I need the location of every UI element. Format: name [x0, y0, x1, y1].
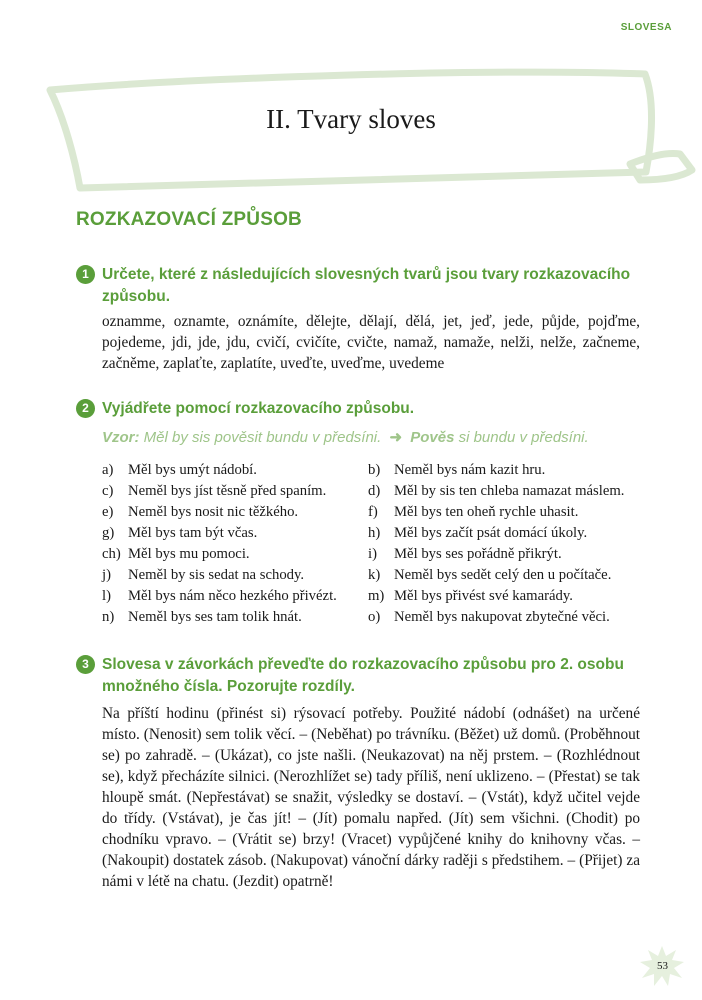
item-text: Neměl bys nosit nic těžkého. — [128, 504, 299, 520]
list-item — [368, 607, 638, 628]
item-text: Neměl bys jíst těsně před spaním. — [128, 483, 327, 499]
example-line — [102, 428, 640, 446]
task-instruction: Slovesa v závorkách převeďte do rozkazovacího způsobu pro 2. osobu množného čísla. Pozorujte rozdíly. — [102, 656, 624, 695]
item-text: Neměl by sis sedat na schody. — [128, 567, 305, 583]
item-text: Měl bys nám něco hezkého přivézt. — [128, 588, 337, 604]
item-text: Neměl bys nakupovat zbytečné věci. — [394, 609, 610, 625]
list-item — [102, 460, 368, 481]
item-text: Měl bys mu pomoci. — [128, 546, 250, 562]
example-text: Měl by sis pověsit bundu v předsíni. — [143, 429, 382, 446]
item-letter: j) — [102, 567, 111, 583]
list-item — [102, 565, 368, 586]
task-number-badge: 2 — [76, 399, 95, 418]
item-text: Měl bys ses pořádně přikrýt. — [394, 546, 562, 562]
item-text: Měl by sis ten chleba namazat máslem. — [394, 483, 625, 499]
item-letter: e) — [102, 504, 114, 520]
exercise-items — [102, 460, 640, 628]
item-letter: m) — [368, 588, 385, 604]
list-item — [368, 586, 638, 607]
item-letter: b) — [368, 462, 381, 478]
example-answer-bold: Pověs — [410, 429, 455, 446]
task-3 — [76, 654, 640, 892]
item-text: Měl bys umýt nádobí. — [128, 462, 257, 478]
list-item — [368, 481, 638, 502]
task-instruction: Určete, které z následujících slovesných tvarů jsou tvary rozkazovacího způsobu. — [102, 266, 631, 305]
page-number: 53 — [657, 960, 668, 972]
item-letter: f) — [368, 504, 378, 520]
item-letter: o) — [368, 609, 381, 625]
item-text: Neměl bys nám kazit hru. — [394, 462, 546, 478]
item-text: Neměl bys ses tam tolik hnát. — [128, 609, 302, 625]
list-item — [102, 586, 368, 607]
item-text: Měl bys tam být včas. — [128, 525, 258, 541]
item-letter: a) — [102, 462, 114, 478]
item-text: Neměl bys sedět celý den u počítače. — [394, 567, 612, 583]
list-item — [102, 481, 368, 502]
item-letter: l) — [102, 588, 111, 604]
task-2 — [76, 398, 640, 628]
item-letter: ch) — [102, 546, 121, 562]
list-item — [368, 565, 638, 586]
example-label: Vzor: — [102, 429, 140, 446]
item-text: Měl bys začít psát domácí úkoly. — [394, 525, 588, 541]
task-word-list: oznamme, oznamte, oznámíte, dělejte, dělají, dělá, jet, jeď, jede, půjde, pojďme, pojedeme, jdi, jde, jdu, cvičí, cvičíte, cvičte, namaž, namaže, nelži, nelže, začneme, začněme, zaplaťte, zaplatíte, uveďte, uveďme, uvedeme — [102, 313, 640, 372]
item-text: Měl bys ten oheň rychle uhasit. — [394, 504, 579, 520]
list-item — [368, 523, 638, 544]
list-item — [368, 502, 638, 523]
item-letter: d) — [368, 483, 381, 499]
arrow-right-icon: ➜ — [389, 429, 403, 446]
item-letter: g) — [102, 525, 115, 541]
chapter-title: II. Tvary sloves — [266, 104, 436, 134]
running-head: SLOVESA — [620, 22, 672, 33]
list-item — [102, 502, 368, 523]
item-text: Měl bys přivést své kamarády. — [394, 588, 573, 604]
item-letter: i) — [368, 546, 377, 562]
task-number-badge: 3 — [76, 655, 95, 674]
list-item — [102, 544, 368, 565]
list-item — [102, 607, 368, 628]
task-paragraph: Na příští hodinu (přinést si) rýsovací potřeby. Použité nádobí (odnášet) na určené místo. (Nenosit) sem tolik věcí. – (Neběhat) po trávníku. (Běžet) už domů. (Proběhnout se) po zahradě. – (Ukázat), co jste našli. (Neukazovat) na něj prstem. – (Rozhlédnout se), když přecházíte silnici. (Nerozhlížet se) tady příliš, není uklizeno. – (Přestat) se tak hloupě smát. (Nepřestávat) se snažit, výsledky se dostaví. – (Vstát), když učitel vejde do třídy. (Vstávat), je čas jít! – (Jít) pomalu napřed. (Jít) sem všichni. (Chodit) po chodníku vpravo. – (Vrátit se) brzy! (Vracet) vypůjčené knihy do knihovny včas. – (Nakoupit) dostatek zásob. (Nakupovat) vánoční dárky raději s předstihem. – (Přijet) za námi v létě na chatu. (Jezdit) opatrně! — [102, 705, 640, 890]
task-instruction: Vyjádřete pomocí rozkazovacího způsobu. — [102, 400, 415, 417]
item-letter: h) — [368, 525, 381, 541]
list-item — [368, 544, 638, 565]
list-item — [102, 523, 368, 544]
item-letter: n) — [102, 609, 115, 625]
list-item — [368, 460, 638, 481]
example-answer-rest: si bundu v předsíni. — [454, 429, 589, 446]
item-letter: k) — [368, 567, 381, 583]
task-number-badge: 1 — [76, 265, 95, 284]
task-1 — [76, 264, 640, 374]
section-title: ROZKAZOVACÍ ZPŮSOB — [76, 209, 302, 230]
item-letter: c) — [102, 483, 114, 499]
